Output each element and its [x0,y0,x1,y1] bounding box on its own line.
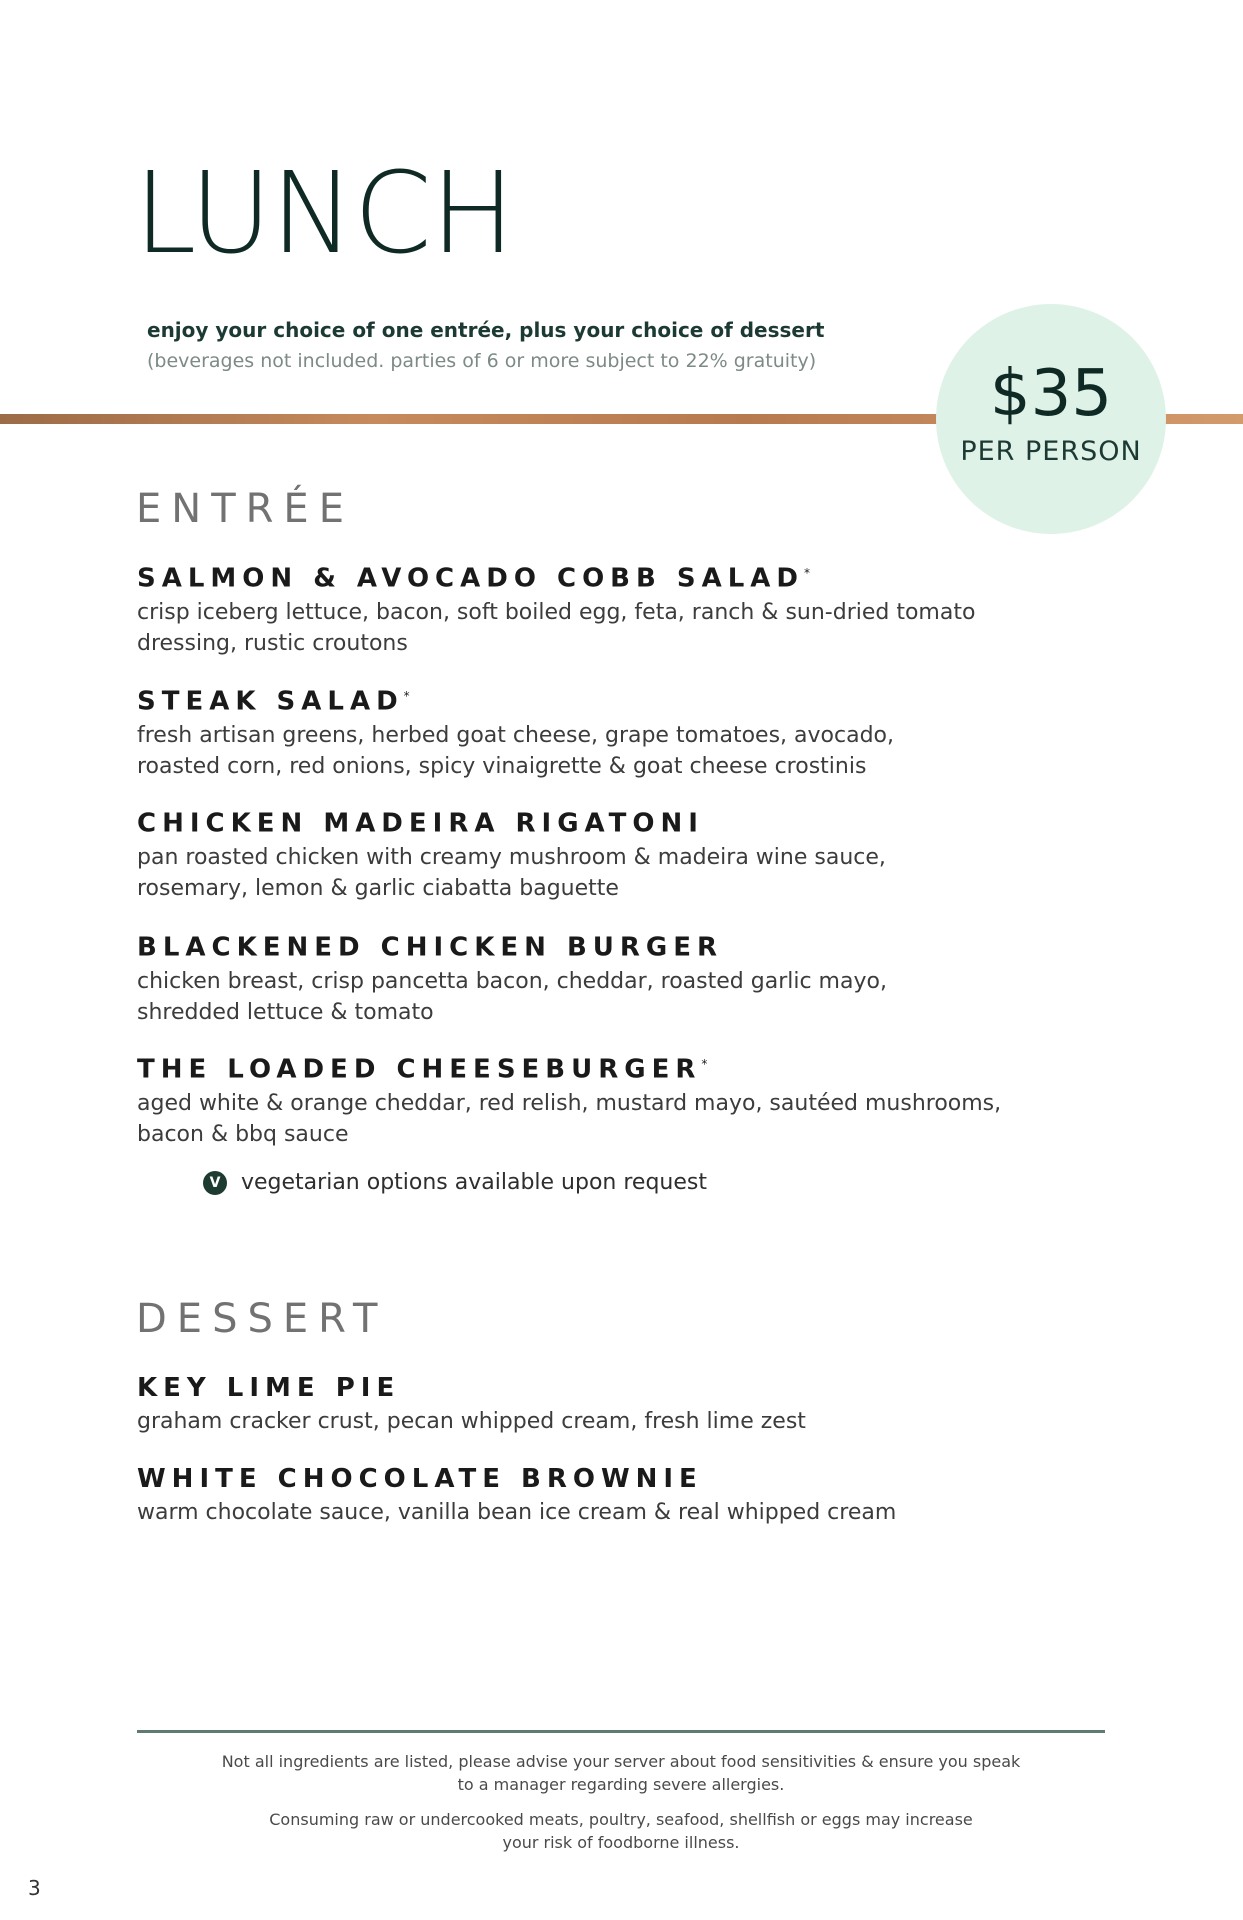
item-mark: * [403,689,410,703]
page-title: LUNCH [134,149,514,279]
item-name: THE LOADED CHEESEBURGER [137,1054,702,1085]
dessert-item [137,1463,1037,1528]
item-name: CHICKEN MADEIRA RIGATONI [137,808,704,839]
item-mark: * [803,566,810,580]
entree-heading: ENTRÉE [136,486,354,532]
item-name: WHITE CHOCOLATE BROWNIE [137,1464,703,1494]
item-mark: * [701,1057,708,1071]
item-name: BLACKENED CHICKEN BURGER [137,932,724,963]
footer-divider [137,1730,1105,1733]
entree-item [137,802,1037,904]
entree-item [137,1048,1037,1150]
entree-item [137,926,1037,1028]
item-name: SALMON & AVOCADO COBB SALAD [137,563,804,594]
page-number: 3 [28,1876,41,1900]
dessert-item [137,1372,1037,1437]
item-description: chicken breast, crisp pancetta bacon, cheddar, roasted garlic mayo, shredded lettuce & tomato [137,968,887,1025]
item-name: STEAK SALAD [137,686,404,717]
price-badge [936,304,1166,534]
item-description: pan roasted chicken with creamy mushroom & madeira wine sauce, rosemary, lemon & garlic ciabatta baguette [137,844,886,901]
item-description: aged white & orange cheddar, red relish, mustard mayo, sautéed mushrooms, bacon & bbq sauce [137,1090,1002,1147]
vegetarian-note-text: vegetarian options available upon request [241,1170,707,1195]
menu-tagline: enjoy your choice of one entrée, plus your choice of dessert [147,318,825,342]
menu-note: (beverages not included. parties of 6 or more subject to 22% gratuity) [147,350,817,372]
vegetarian-icon: V [203,1171,227,1195]
item-description: warm chocolate sauce, vanilla bean ice cream & real whipped cream [137,1500,897,1525]
item-description: crisp iceberg lettuce, bacon, soft boiled egg, feta, ranch & sun-dried tomato dressing, rustic croutons [137,599,976,656]
vegetarian-note [203,1170,707,1195]
item-description: fresh artisan greens, herbed goat cheese, grape tomatoes, avocado, roasted corn, red onions, spicy vinaigrette & goat cheese crostinis [137,722,894,779]
item-description: graham cracker crust, pecan whipped cream, fresh lime zest [137,1409,806,1434]
entree-item [137,680,1037,782]
item-name: KEY LIME PIE [137,1373,401,1403]
dessert-heading: DESSERT [136,1296,388,1342]
entree-item [137,557,1037,659]
raw-food-disclaimer: Consuming raw or undercooked meats, poultry, seafood, shellfish or eggs may increase your risk of foodborne illness. [269,1810,973,1852]
price-amount: $35 [989,356,1113,431]
allergy-disclaimer: Not all ingredients are listed, please advise your server about food sensitivities & ensure you speak to a manager regarding severe allergies. [221,1752,1021,1794]
price-unit: PER PERSON [960,435,1142,467]
